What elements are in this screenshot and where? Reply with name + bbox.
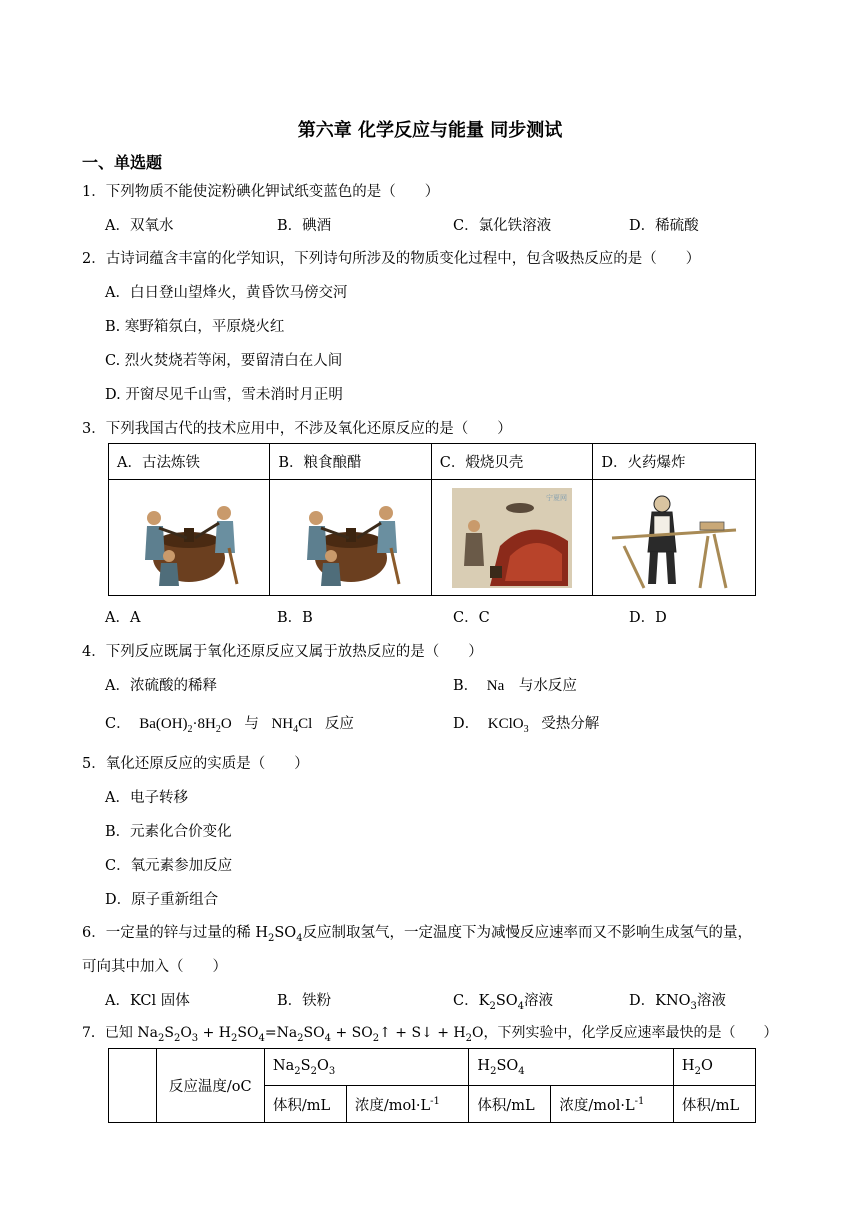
q2-option-b[interactable]: B. 寒野箱氛白，平原烧火红 [105,319,285,335]
q7-na-concentration: 浓度$/mol\cdot L^{-1}$ [346,1086,469,1123]
q1-option-a[interactable]: A．双氧水 [105,218,174,234]
q2-option-d[interactable]: D. 开窗尽见千山雪，雪未消时月正明 [105,387,343,403]
q3-image-c [431,480,593,596]
q2-option-a[interactable]: A．白日登山望烽火，黄昏饮马傍交河 [105,285,348,301]
question-3-stem: 3．下列我国古代的技术应用中，不涉及氧化还原反应的是（ ） [82,421,512,437]
q4-option-b-letter: B． [453,678,479,694]
q2-option-c[interactable]: C. 烈火焚烧若等闲，要留清白在人间 [105,353,343,369]
q5-option-d[interactable]: D．原子重新组合 [105,892,219,908]
q3-header-c: C．煅烧贝壳 [431,444,593,480]
q7-data-table [108,1048,756,1123]
gunpowder-illustration [604,486,744,590]
q4-option-d[interactable] [453,712,599,735]
watermark-text: 宁夏网 [546,493,568,502]
question-7-stem: 7．已知 $Na_2S_2O_3 + H_2SO_4=Na_2SO_4$ + $SO_2↑$ + S↓ + $H_2O$，下列实验中，化学反应速率最快的是（ ） [82,1025,778,1044]
q3-header-b: B．粮食酿醋 [270,444,431,480]
q3-option-b[interactable]: B．B [277,610,313,626]
q3-option-a[interactable]: A．A [105,610,141,626]
question-4-stem: 4．下列反应既属于氧化还原反应又属于放热反应的是（ ） [82,644,483,660]
q7-h-concentration: 浓度$/mol\cdot L^{-1}$ [551,1086,674,1123]
q5-option-b[interactable]: B．元素化合价变化 [105,824,232,840]
section-heading: 一、单选题 [82,153,163,172]
q7-na-volume: 体积/mL [264,1086,346,1123]
q7-temp-header: 反应温度/oC [156,1049,264,1123]
question-2-stem: 2．古诗词蕴含丰富的化学知识，下列诗句所涉及的物质变化过程中，包含吸热反应的是（ ） [82,251,701,267]
question-1-stem: 1．下列物质不能使淀粉碘化钾试纸变蓝色的是（ ） [82,184,440,200]
q3-header-a: A．古法炼铁 [109,444,270,480]
ironmaking-illustration [129,488,249,588]
q4-option-b-formula: Na [486,678,505,694]
q3-image-d [593,480,756,596]
q1-option-d[interactable]: D．稀硫酸 [629,218,699,234]
q4-option-d-letter: D． [453,716,480,732]
q6-option-a[interactable]: A．KCl 固体 [105,993,190,1009]
q4-option-b[interactable] [453,674,577,695]
q7-blank-cell [109,1049,157,1123]
q3-option-c[interactable]: C．C [453,610,490,626]
q4-option-c-text: 反应 [324,716,354,732]
q5-option-a[interactable]: A．电子转移 [105,790,188,806]
q3-image-b [270,480,431,596]
vinegar-brewing-illustration [291,488,411,588]
q7-h-volume: 体积/mL [469,1086,551,1123]
q7-na2s2o3-header: $Na_2S_2O_3$ [264,1049,469,1086]
q7-w-volume: 体积/mL [673,1086,755,1123]
question-5-stem: 5．氧化还原反应的实质是（ ） [82,756,309,772]
q3-image-a [109,480,270,596]
q6-option-b[interactable]: B．铁粉 [277,993,332,1009]
q5-option-c[interactable]: C．氧元素参加反应 [105,858,233,874]
q1-option-c[interactable]: C．氯化铁溶液 [453,218,552,234]
q6-option-c[interactable]: C．$K_2SO_4$溶液 [453,993,554,1012]
question-6-stem-line-1: 6．一定量的锌与过量的稀 $H_2SO_4$反应制取氢气，一定温度下为减慢反应速率而又不影响生成氢气的量， [82,925,753,944]
q3-image-table [108,443,756,596]
q7-h2so4-header: $H_2SO_4$ [469,1049,674,1086]
question-6-stem-line-2: 可向其中加入（ ） [82,959,227,975]
q1-option-b[interactable]: B．碘酒 [277,218,332,234]
q4-option-a[interactable]: A．浓硫酸的稀释 [105,678,217,694]
q4-option-c-formula-1: $Ba(OH)_2\cdot 8H_2O$ [139,716,232,735]
q7-h2o-header: $H_2O$ [673,1049,755,1086]
q3-header-d: D．火药爆炸 [593,444,756,480]
q4-option-c-letter: C． [105,716,131,732]
q4-option-c[interactable] [105,712,354,735]
q4-option-d-text: 受热分解 [541,716,600,732]
q3-option-d[interactable]: D．D [629,610,667,626]
shell-calcining-illustration [450,486,574,590]
q4-option-d-formula: KClO$_3$ [487,716,529,735]
q6-option-d[interactable]: D．$KNO_3$溶液 [629,993,726,1012]
q4-option-c-and: 与 [244,716,259,732]
q4-option-b-text: 与水反应 [518,678,577,694]
page-title: 第六章 化学反应与能量 同步测试 [297,120,563,141]
q4-option-c-formula-2: $NH_4Cl$ [271,716,313,735]
